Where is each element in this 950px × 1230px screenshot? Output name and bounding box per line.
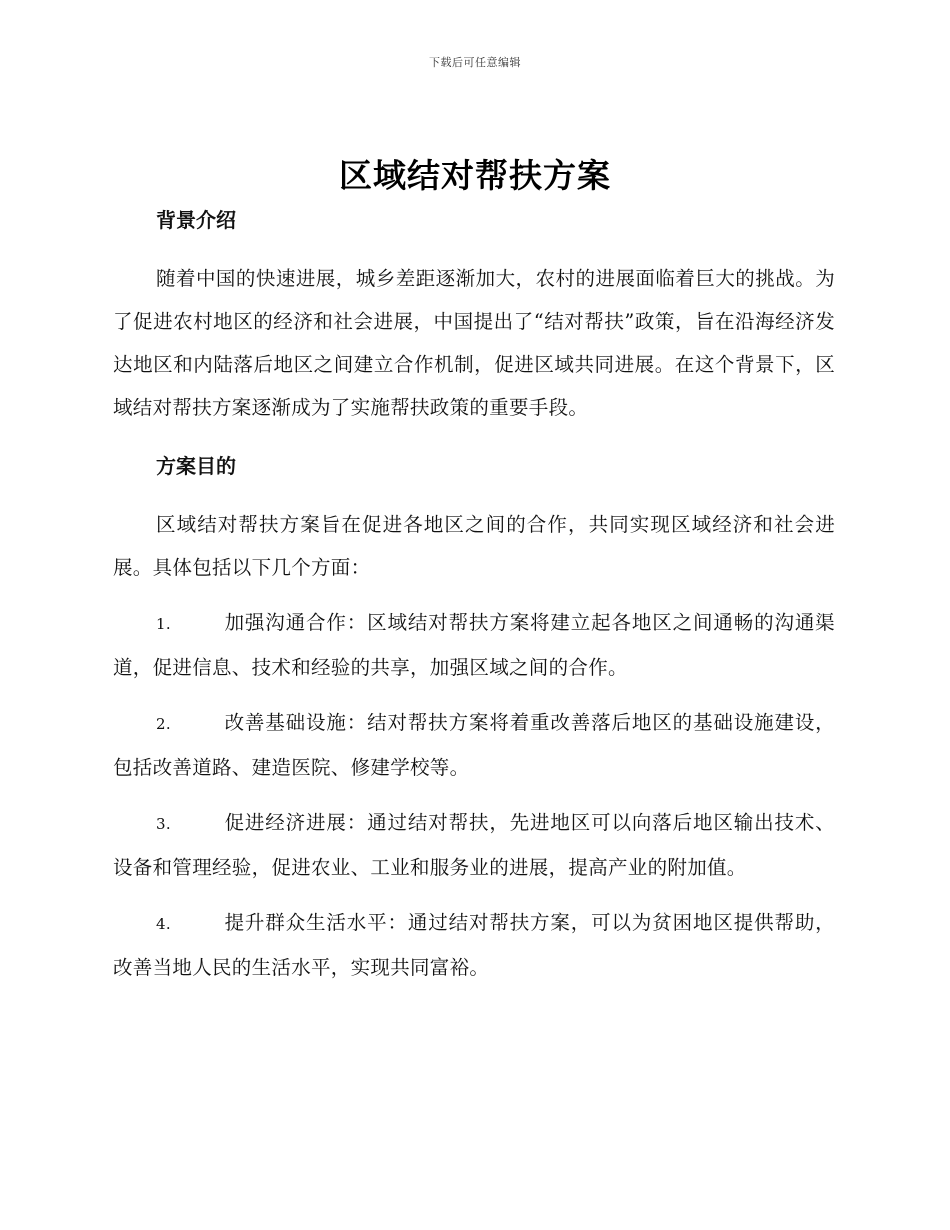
list-item-number: 4. bbox=[156, 915, 171, 933]
list-item-text: 加强沟通合作：区域结对帮扶方案将建立起各地区之间通畅的沟通渠道，促进信息、技术和经验的共享，加强区域之间的合作。 bbox=[113, 611, 835, 679]
document-body bbox=[113, 203, 835, 1001]
background-paragraph: 随着中国的快速进展，城乡差距逐渐加大，农村的进展面临着巨大的挑战。为了促进农村地区的经济和社会进展，中国提出了“结对帮扶”政策，旨在沿海经济发达地区和内陆落后地区之间建立合作机制，促进区域共同进展。在这个背景下，区域结对帮扶方案逐渐成为了实施帮扶政策的重要手段。 bbox=[113, 267, 835, 419]
list-item-number: 1. bbox=[156, 615, 171, 633]
section-heading-background: 背景介绍 bbox=[156, 208, 236, 232]
list-item-number: 3. bbox=[156, 815, 171, 833]
list-item bbox=[113, 901, 835, 989]
header-note: 下载后可任意编辑 bbox=[429, 56, 521, 69]
list-item bbox=[113, 801, 835, 889]
list-item-text: 提升群众生活水平：通过结对帮扶方案，可以为贫困地区提供帮助，改善当地人民的生活水平，实现共同富裕。 bbox=[113, 911, 835, 979]
list-item bbox=[113, 601, 835, 689]
list-item bbox=[113, 701, 835, 789]
list-item-text: 促进经济进展：通过结对帮扶，先进地区可以向落后地区输出技术、设备和管理经验，促进农业、工业和服务业的进展，提高产业的附加值。 bbox=[113, 811, 835, 879]
list-item-text: 改善基础设施：结对帮扶方案将着重改善落后地区的基础设施建设，包括改善道路、建造医院、修建学校等。 bbox=[113, 711, 835, 779]
document-title: 区域结对帮扶方案 bbox=[339, 156, 611, 195]
section-heading-purpose: 方案目的 bbox=[156, 454, 236, 478]
list-item-number: 2. bbox=[156, 715, 171, 733]
purpose-paragraph: 区域结对帮扶方案旨在促进各地区之间的合作，共同实现区域经济和社会进展。具体包括以下几个方面： bbox=[113, 513, 835, 579]
